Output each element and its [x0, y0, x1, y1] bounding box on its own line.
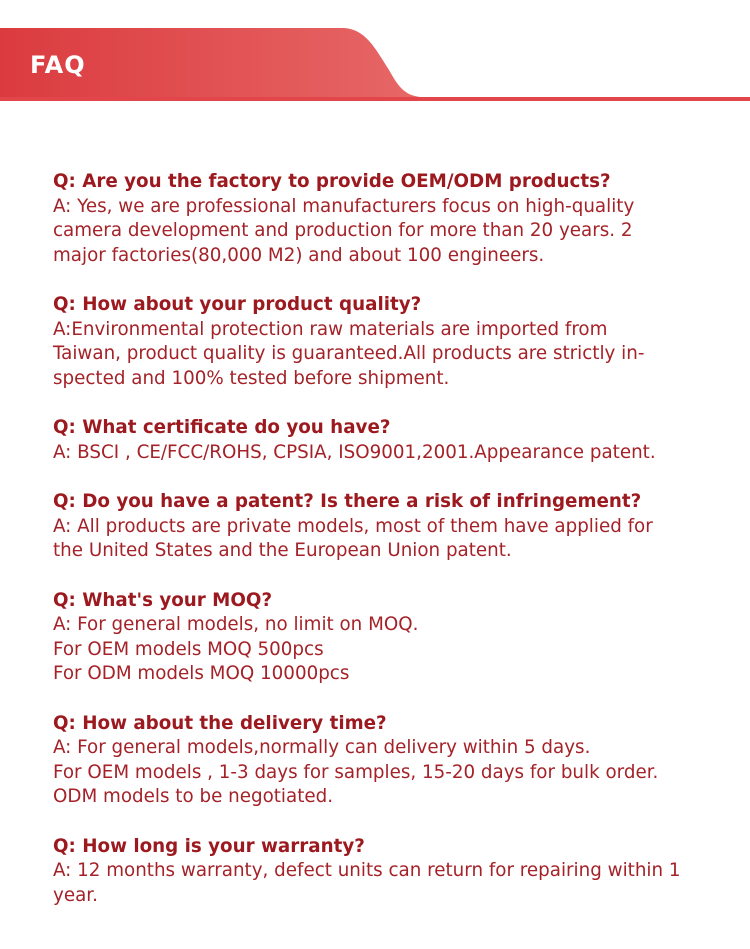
header-rule-line: [0, 97, 750, 101]
faq-question: Q: How about your product quality?: [53, 294, 422, 315]
faq-question: Q: Are you the factory to provide OEM/ODM products?: [53, 171, 611, 192]
faq-answer-line: A: 12 months warranty, defect units can return for repairing within 1: [53, 860, 681, 881]
faq-answer-line: A:Environmental protection raw materials are imported from: [53, 318, 608, 340]
faq-answer-line: For ODM models MOQ 10000pcs: [53, 663, 350, 684]
faq-answer-line: ODM models to be negotiated.: [53, 786, 334, 807]
faq-item: [53, 490, 733, 564]
faq-answer-line: For OEM models , 1-3 days for samples, 15-20 days for bulk order.: [53, 761, 659, 783]
faq-answer-line: A: For general models,normally can delivery within 5 days.: [53, 737, 591, 758]
faq-item: [53, 170, 733, 268]
header-banner-shape: [0, 0, 750, 110]
faq-answer-line: Taiwan, product quality is guaranteed.All products are strictly in-: [53, 343, 645, 364]
faq-answer-line: A: All products are private models, most of them have applied for: [53, 515, 653, 537]
faq-question: Q: How about the delivery time?: [53, 712, 387, 734]
faq-item: [53, 589, 733, 687]
faq-item: [53, 293, 733, 391]
faq-answer-line: spected and 100% tested before shipment.: [53, 367, 450, 389]
faq-question: Q: What's your MOQ?: [53, 589, 273, 611]
faq-answer-line: the United States and the European Union patent.: [53, 540, 512, 561]
faq-title: FAQ: [30, 51, 86, 79]
faq-answer-line: For OEM models MOQ 500pcs: [53, 638, 324, 660]
faq-item: [53, 835, 733, 909]
header-banner-fill: [0, 28, 750, 101]
faq-answer-line: A: For general models, no limit on MOQ.: [53, 614, 419, 635]
faq-question: Q: How long is your warranty?: [53, 835, 365, 857]
faq-question: Q: What certificate do you have?: [53, 417, 391, 438]
faq-answer-line: camera development and production for more than 20 years. 2: [53, 220, 633, 241]
faq-list: [53, 170, 733, 933]
faq-answer-line: year.: [53, 884, 98, 906]
faq-answer-line: major factories(80,000 M2) and about 100 engineers.: [53, 244, 545, 266]
faq-answer-line: A: BSCI , CE/FCC/ROHS, CPSIA, ISO9001,2001.Appearance patent.: [53, 441, 656, 463]
faq-item: [53, 416, 733, 465]
faq-header-banner: [0, 0, 750, 110]
faq-answer-line: A: Yes, we are professional manufacturers focus on high-quality: [53, 195, 635, 217]
faq-question: Q: Do you have a patent? Is there a risk of infringement?: [53, 491, 642, 512]
faq-item: [53, 712, 733, 810]
